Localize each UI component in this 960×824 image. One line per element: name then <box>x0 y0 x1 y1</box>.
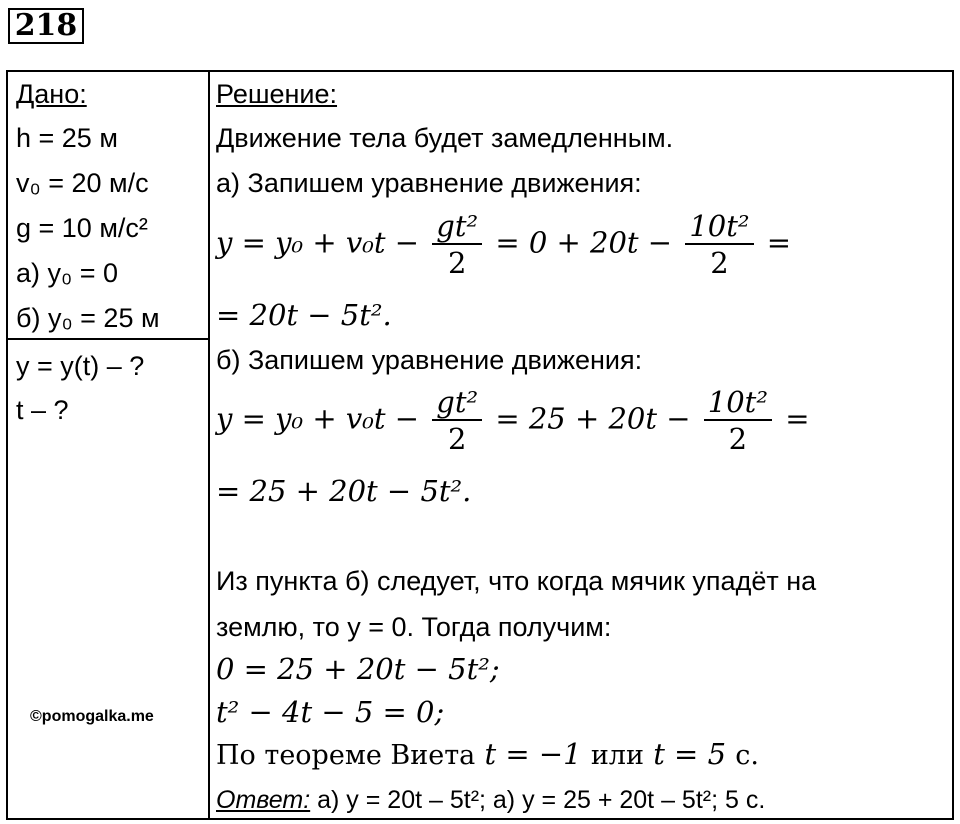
given-y0-a: а) y₀ = 0 <box>16 258 119 288</box>
answer-line <box>216 784 765 816</box>
vieta-line <box>216 737 759 773</box>
part-a-label: а) Запишем уравнение движения: <box>216 168 642 198</box>
answer-label: Ответ: <box>216 786 311 814</box>
fraction-denominator: 2 <box>447 246 467 280</box>
part-b-result: = 25 + 20t − 5t². <box>216 474 472 508</box>
solution-header: Решение: <box>216 79 338 109</box>
conclusion-line-1: Из пункта б) следует, что когда мячик упадёт на <box>216 566 817 596</box>
watermark: ©pomogalka.me <box>30 708 154 725</box>
eq-b-lhs: y = y₀ + v₀t − <box>216 401 420 436</box>
given-velocity: v₀ = 20 м/с <box>16 168 149 198</box>
fraction-numerator: 10t² <box>685 210 753 245</box>
conclusion-line-2: землю, то y = 0. Тогда получим: <box>216 612 612 642</box>
fraction-gt2 <box>432 210 482 279</box>
given-y0-b: б) y₀ = 25 м <box>16 303 160 333</box>
column-divider <box>208 72 210 818</box>
fraction-denominator: 2 <box>710 246 729 280</box>
quadratic-equation: t² − 4t − 5 = 0; <box>216 695 445 729</box>
eq-a-mid: = 0 + 20t − <box>495 225 673 260</box>
given-height: h = 25 м <box>16 123 118 153</box>
vieta-or: или <box>590 740 644 771</box>
given-find-divider <box>8 338 208 340</box>
fraction-denominator: 2 <box>447 422 467 456</box>
vieta-root-2: t = 5 <box>653 737 727 771</box>
given-header: Дано: <box>16 79 87 109</box>
part-a-result: = 20t − 5t². <box>216 298 392 332</box>
part-b-label: б) Запишем уравнение движения: <box>216 345 643 375</box>
eq-b-end: = <box>785 401 810 436</box>
find-y: y = y(t) – ? <box>16 351 145 381</box>
fraction-10t2 <box>685 210 753 279</box>
fraction-numerator: 10t² <box>704 386 772 421</box>
eq-a-end: = <box>766 225 792 260</box>
equation-zero: 0 = 25 + 20t − 5t²; <box>216 652 500 686</box>
given-gravity: g = 10 м/с² <box>16 213 148 243</box>
problem-number: 218 <box>8 8 84 44</box>
eq-b-mid: = 25 + 20t − <box>495 401 691 436</box>
vieta-unit: с. <box>735 740 759 771</box>
fraction-10t2 <box>704 386 772 455</box>
part-b-equation <box>216 386 810 455</box>
part-a-equation <box>216 210 791 279</box>
fraction-numerator: gt² <box>432 210 482 245</box>
find-t: t – ? <box>16 395 69 425</box>
eq-a-lhs: y = y₀ + v₀t − <box>216 225 420 260</box>
vieta-root-1: t = −1 <box>484 737 582 771</box>
fraction-gt2 <box>432 386 482 455</box>
fraction-denominator: 2 <box>728 422 748 456</box>
vieta-text: По теореме Виета <box>216 740 476 771</box>
solution-intro: Движение тела будет замедленным. <box>216 123 674 153</box>
fraction-numerator: gt² <box>432 386 482 421</box>
answer-text: а) y = 20t – 5t²; а) y = 25 + 20t – 5t²; 5 с. <box>317 786 766 814</box>
